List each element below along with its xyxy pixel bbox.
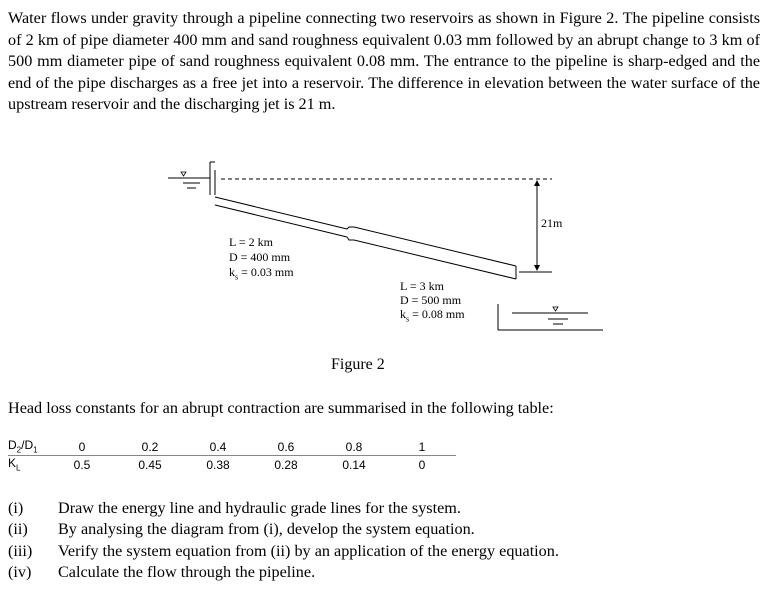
upstream-water-surface-icon	[181, 172, 186, 176]
downstream-water-surface-icon	[553, 307, 558, 311]
table-cell: 0	[48, 438, 116, 456]
head-label: 21m	[541, 216, 563, 230]
task-text: By analysing the diagram from (i), develop the system equation.	[58, 520, 475, 539]
table-cell: 0	[418, 457, 426, 472]
head-loss-table	[8, 438, 456, 473]
pipe-diameter-change	[347, 227, 354, 240]
table-cell: 0.14	[342, 457, 366, 472]
pipe1-diameter: D = 400 mm	[229, 250, 291, 264]
task-number: (iii)	[8, 541, 33, 560]
pipeline-figure	[0, 150, 782, 350]
table-cell: 0.2	[116, 438, 184, 456]
downstream-reservoir	[498, 304, 603, 330]
task-number: (ii)	[8, 520, 28, 539]
pipe2-length: L = 3 km	[400, 279, 444, 293]
table-cell: 0.45	[138, 457, 162, 472]
figure-caption: Figure 2	[331, 356, 385, 373]
table-cell: 0.5	[73, 457, 91, 472]
problem-statement: Water flows under gravity through a pipeline connecting two reservoirs as shown in Figure 2. The pipeline consists of 2 km of pipe diameter 400 mm and sand roughness equivalent 0.03 mm followed by an abrupt change to 3 km of 500 mm diameter pipe of sand roughness equivalent 0.08 mm. The entrance to the pipeline is sharp-edged and the end of the pipe discharges as a free jet into a reservoir. The difference in elevation between the water surface of the upstream reservoir and the discharging jet is 21 m.	[8, 9, 760, 114]
table-cell: 0.8	[320, 438, 388, 456]
ratio-header: $D_2/D_1$	[8, 438, 48, 456]
task-text: Draw the energy line and hydraulic grade lines for the system.	[58, 499, 461, 517]
pipe2-diameter: D = 500 mm	[400, 293, 462, 307]
table-cell: 1	[388, 438, 456, 456]
table-cell: 0.4	[184, 438, 252, 456]
pipe1-length: L = 2 km	[229, 235, 273, 249]
pipe-segment-2	[354, 227, 516, 279]
task-text: Verify the system equation from (ii) by an application of the energy equation.	[58, 541, 559, 560]
table-row-ratio	[8, 438, 456, 456]
task-number: (i)	[8, 499, 24, 517]
head-difference-arrow	[534, 180, 540, 271]
table-cell: 0.28	[274, 457, 298, 472]
table-row-kl	[8, 456, 456, 474]
table-intro: Head loss constants for an abrupt contraction are summarised in the following table:	[8, 399, 554, 417]
task-text: Calculate the flow through the pipeline.	[58, 563, 316, 582]
pipe-segment-1	[215, 197, 347, 237]
kl-header: $K_L$	[8, 456, 21, 473]
table-cell: 0.6	[252, 438, 320, 456]
pipe1-roughness: $k_s = 0.03$ mm	[229, 265, 294, 282]
table-cell: 0.38	[206, 457, 230, 472]
upstream-reservoir	[168, 162, 215, 195]
task-number: (iv)	[8, 563, 32, 582]
pipe2-roughness: $k_s = 0.08$ mm	[400, 307, 465, 324]
